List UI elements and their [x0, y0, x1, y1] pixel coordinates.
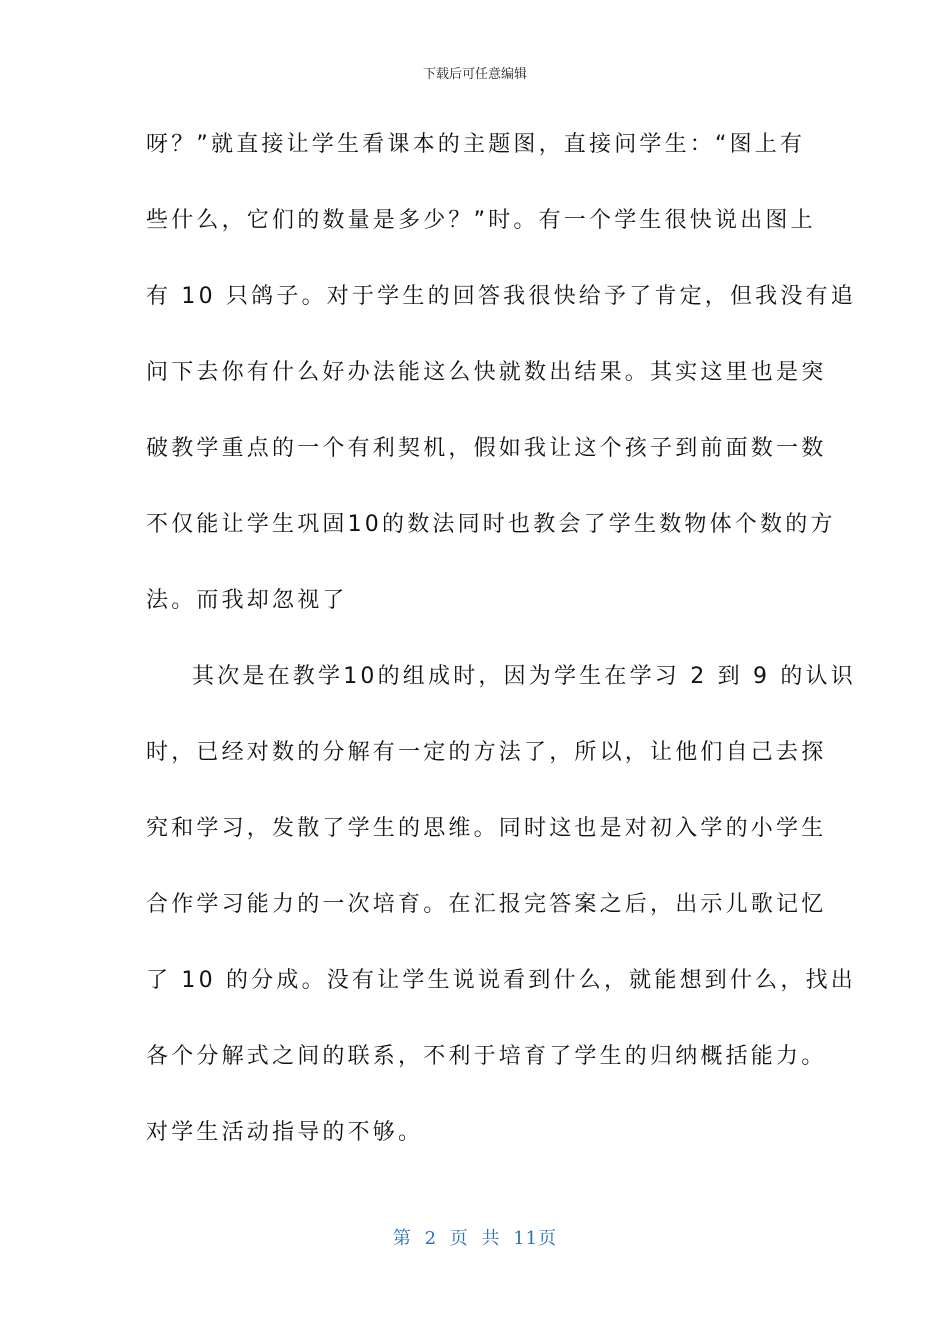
text-line: 究和学习，发散了学生的思维。同时这也是对初入学的小学生 [146, 816, 827, 841]
text-line: 各个分解式之间的联系，不利于培育了学生的归纳概括能力。 [146, 1044, 827, 1069]
text-line: 些什么，它们的数量是多少？”时。有一个学生很快说出图上 [146, 208, 816, 233]
text-line: 其次是在教学10的组成时，因为学生在学习 2 到 9 的认识 [192, 664, 856, 689]
text-line: 问下去你有什么好办法能这么快就数出结果。其实这里也是突 [146, 360, 827, 385]
text-line: 了 10 的分成。没有让学生说说看到什么，就能想到什么，找出 [146, 968, 856, 993]
document-body [146, 120, 856, 1184]
text-line: 合作学习能力的一次培育。在汇报完答案之后，出示儿歌记忆 [146, 892, 827, 917]
page-header: 下载后可任意编辑 [422, 67, 527, 82]
paragraph-1 [146, 120, 856, 652]
text-line: 破教学重点的一个有利契机，假如我让这个孩子到前面数一数 [146, 436, 827, 461]
text-line: 对学生活动指导的不够。 [146, 1120, 424, 1145]
text-line: 法。而我却忽视了 [146, 588, 348, 613]
text-line: 呀？”就直接让学生看课本的主题图，直接问学生：“图上有 [146, 132, 806, 157]
text-line: 不仅能让学生巩固10的数法同时也教会了学生数物体个数的方 [146, 512, 836, 537]
text-line: 有 10 只鸽子。对于学生的回答我很快给予了肯定，但我没有追 [146, 284, 856, 309]
text-line: 时，已经对数的分解有一定的方法了，所以，让他们自己去探 [146, 740, 827, 765]
paragraph-2 [146, 652, 856, 1184]
page-number-footer: 第 2 页 共 11页 [392, 1228, 558, 1249]
